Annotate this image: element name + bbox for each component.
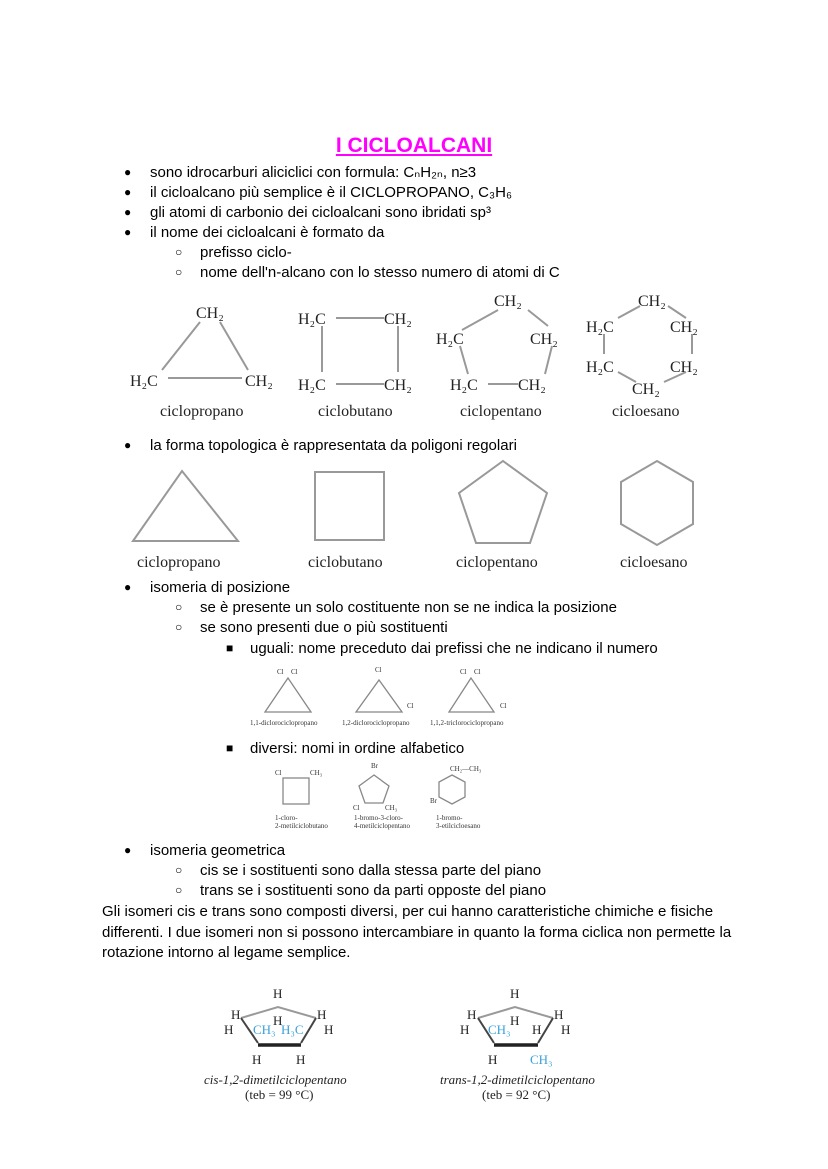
paragraph: Gli isomeri cis e trans sono composti diversi, per cui hanno caratteristiche chimiche e fisiche differenti. I due isomeri non si possono intercambiare in quanto la forma ciclica non permette la rotazione intorno al legame semplice. bbox=[102, 903, 732, 961]
svg-text:H: H bbox=[532, 1022, 542, 1037]
svg-text:H: H bbox=[296, 1052, 306, 1067]
svg-text:Cl: Cl bbox=[353, 804, 360, 812]
circle-bullet-icon: ○ bbox=[175, 265, 183, 279]
bullet-icon: ● bbox=[124, 185, 132, 199]
pentagon-shape bbox=[459, 461, 547, 543]
circle-bullet-icon: ○ bbox=[175, 863, 183, 877]
svg-text:H: H bbox=[510, 986, 520, 1001]
bullet-icon: ● bbox=[124, 438, 132, 452]
square-bullet-icon: ■ bbox=[226, 641, 234, 655]
svg-text:H: H bbox=[273, 986, 283, 1001]
hexagon-shape bbox=[621, 461, 693, 545]
cyclopropane-structure bbox=[130, 305, 273, 420]
bullet-text: il nome dei cicloalcani è formato da bbox=[150, 224, 385, 241]
svg-text:CH₃: CH₃ bbox=[385, 804, 398, 812]
square-bullet-icon: ■ bbox=[226, 741, 234, 755]
svg-text:Cl: Cl bbox=[474, 668, 481, 676]
svg-text:CH₂: CH₂ bbox=[384, 311, 412, 328]
svg-text:H: H bbox=[561, 1022, 571, 1037]
svg-text:H₂C: H₂C bbox=[130, 373, 158, 390]
label-ciclopropano: ciclopropano bbox=[137, 554, 221, 571]
svg-text:CH₂: CH₂ bbox=[196, 305, 224, 322]
svg-text:H₂C: H₂C bbox=[450, 377, 478, 394]
svg-text:CH₃: CH₃ bbox=[488, 1022, 511, 1037]
circle-bullet-icon: ○ bbox=[175, 883, 183, 897]
cyclohexane-structure bbox=[586, 293, 698, 420]
trans-boiling-point: (teb = 92 °C) bbox=[482, 1087, 551, 1102]
svg-text:H: H bbox=[467, 1007, 477, 1022]
bullet-text: prefisso ciclo- bbox=[200, 244, 292, 261]
cyclobutane-structure bbox=[298, 311, 412, 420]
mixed-substituted-cycloalkanes bbox=[275, 762, 482, 830]
svg-text:CH₂: CH₂ bbox=[638, 293, 666, 310]
dichloro-cyclopropanes bbox=[250, 666, 507, 727]
svg-text:1,1,2-triclorociclopropano: 1,1,2-triclorociclopropano bbox=[430, 719, 504, 727]
svg-text:H: H bbox=[324, 1022, 334, 1037]
svg-text:1-bromo-3-cloro-: 1-bromo-3-cloro- bbox=[354, 814, 403, 822]
trans-name: trans-1,2-dimetilciclopentano bbox=[440, 1072, 595, 1087]
svg-text:CH₂: CH₂ bbox=[632, 381, 660, 398]
svg-text:CH₂: CH₂ bbox=[384, 377, 412, 394]
svg-text:1-bromo-: 1-bromo- bbox=[436, 814, 463, 822]
bullet-text: isomeria di posizione bbox=[150, 579, 291, 596]
svg-text:Cl: Cl bbox=[460, 668, 467, 676]
bullet-text: se sono presenti due o più sostituenti bbox=[200, 619, 448, 636]
label-ciclopentano: ciclopentano bbox=[456, 554, 538, 571]
circle-bullet-icon: ○ bbox=[175, 600, 183, 614]
svg-text:CH₃: CH₃ bbox=[530, 1052, 553, 1067]
trans-isomer bbox=[440, 986, 595, 1102]
bullet-text: gli atomi di carbonio dei cicloalcani sono ibridati sp³ bbox=[150, 204, 492, 221]
svg-text:CH₂: CH₂ bbox=[518, 377, 546, 394]
cis-boiling-point: (teb = 99 °C) bbox=[245, 1087, 314, 1102]
label-ciclobutano: ciclobutano bbox=[318, 403, 393, 420]
circle-bullet-icon: ○ bbox=[175, 620, 183, 634]
circle-bullet-icon: ○ bbox=[175, 245, 183, 259]
label-ciclopentano: ciclopentano bbox=[460, 403, 542, 420]
svg-text:H₂C: H₂C bbox=[298, 377, 326, 394]
label-cicloesano: cicloesano bbox=[612, 403, 680, 420]
svg-text:Cl: Cl bbox=[500, 702, 507, 710]
svg-text:H₂C: H₂C bbox=[298, 311, 326, 328]
svg-text:CH₃: CH₃ bbox=[310, 769, 323, 777]
svg-text:H₃C: H₃C bbox=[281, 1022, 304, 1037]
svg-text:H: H bbox=[510, 1013, 520, 1028]
svg-text:Cl: Cl bbox=[277, 668, 284, 676]
cyclopentane-structure bbox=[436, 293, 558, 420]
cis-name: cis-1,2-dimetilciclopentano bbox=[204, 1072, 347, 1087]
svg-text:Cl: Cl bbox=[291, 668, 298, 676]
bullet-text: isomeria geometrica bbox=[150, 842, 286, 859]
bullet-icon: ● bbox=[124, 205, 132, 219]
square-shape bbox=[315, 472, 384, 540]
svg-text:1-cloro-: 1-cloro- bbox=[275, 814, 298, 822]
bullet-icon: ● bbox=[124, 225, 132, 239]
svg-text:CH₂: CH₂ bbox=[245, 373, 273, 390]
svg-text:CH₂—CH₃: CH₂—CH₃ bbox=[450, 765, 482, 773]
svg-text:CH₂: CH₂ bbox=[670, 359, 698, 376]
bullet-icon: ● bbox=[124, 165, 132, 179]
svg-text:H₂C: H₂C bbox=[586, 319, 614, 336]
bullet-text: cis se i sostituenti sono dalla stessa parte del piano bbox=[200, 862, 542, 879]
svg-text:H: H bbox=[252, 1052, 262, 1067]
bullet-icon: ● bbox=[124, 843, 132, 857]
bullet-text: la forma topologica è rappresentata da poligoni regolari bbox=[150, 437, 517, 454]
label-cicloesano: cicloesano bbox=[620, 554, 688, 571]
bullet-text: se è presente un solo costituente non se ne indica la posizione bbox=[200, 599, 617, 616]
svg-text:3-etilcicloesano: 3-etilcicloesano bbox=[436, 822, 481, 830]
svg-text:1,2-diclorociclopropano: 1,2-diclorociclopropano bbox=[342, 719, 410, 727]
svg-text:CH₃: CH₃ bbox=[253, 1022, 276, 1037]
page-title: I CICLOALCANI bbox=[335, 134, 493, 157]
svg-text:Br: Br bbox=[430, 797, 437, 805]
svg-text:H: H bbox=[273, 1013, 283, 1028]
bullet-text: il cicloalcano più semplice è il CICLOPROPANO, C₃H₆ bbox=[150, 184, 512, 201]
svg-text:H: H bbox=[554, 1007, 564, 1022]
cis-isomer bbox=[204, 986, 347, 1102]
svg-text:CH₂: CH₂ bbox=[670, 319, 698, 336]
label-ciclopropano: ciclopropano bbox=[160, 403, 244, 420]
bullet-icon: ● bbox=[124, 580, 132, 594]
svg-text:CH₂: CH₂ bbox=[494, 293, 522, 310]
label-ciclobutano: ciclobutano bbox=[308, 554, 383, 571]
svg-text:Cl: Cl bbox=[407, 702, 414, 710]
svg-text:H: H bbox=[224, 1022, 234, 1037]
svg-text:H: H bbox=[231, 1007, 241, 1022]
bullet-text: sono idrocarburi aliciclici con formula: CₙH₂ₙ, n≥3 bbox=[150, 164, 477, 181]
svg-text:H₂C: H₂C bbox=[586, 359, 614, 376]
svg-text:Cl: Cl bbox=[375, 666, 382, 674]
svg-text:H: H bbox=[317, 1007, 327, 1022]
svg-text:2-metilciclobutano: 2-metilciclobutano bbox=[275, 822, 328, 830]
bullet-text: nome dell'n-alcano con lo stesso numero di atomi di C bbox=[200, 264, 560, 281]
svg-text:H₂C: H₂C bbox=[436, 331, 464, 348]
bullet-text: trans se i sostituenti sono da parti opposte del piano bbox=[200, 882, 547, 899]
svg-text:H: H bbox=[460, 1022, 470, 1037]
svg-text:4-metilciclopentano: 4-metilciclopentano bbox=[354, 822, 410, 830]
svg-text:Br: Br bbox=[371, 762, 378, 770]
triangle-shape bbox=[133, 471, 238, 541]
svg-text:1,1-diclorociclopropano: 1,1-diclorociclopropano bbox=[250, 719, 318, 727]
svg-text:CH₂: CH₂ bbox=[530, 331, 558, 348]
bullet-text: uguali: nome preceduto dai prefissi che ne indicano il numero bbox=[250, 640, 658, 657]
svg-text:H: H bbox=[488, 1052, 498, 1067]
bullet-text: diversi: nomi in ordine alfabetico bbox=[250, 740, 465, 757]
svg-text:Cl: Cl bbox=[275, 769, 282, 777]
